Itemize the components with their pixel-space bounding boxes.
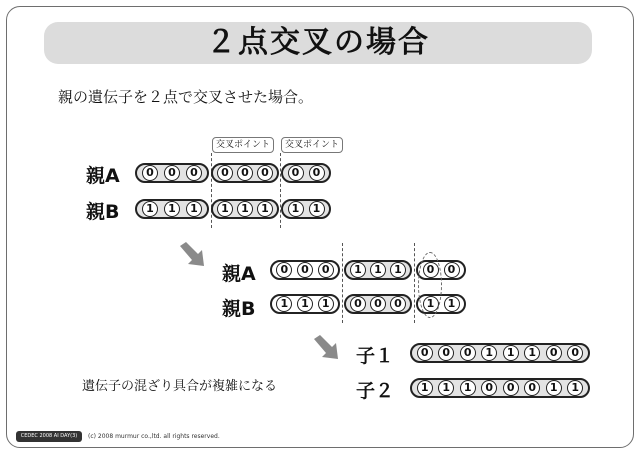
gene-bit: 1 — [318, 296, 334, 312]
gene-bit: 1 — [164, 201, 180, 217]
gene-bit: 0 — [288, 165, 304, 181]
gene-bit: 1 — [186, 201, 202, 217]
gene-bit: 1 — [142, 201, 158, 217]
gene-segment — [211, 199, 279, 219]
crossover-line — [414, 243, 415, 323]
gene-bit: 0 — [503, 380, 519, 396]
gene-bit: 1 — [276, 296, 292, 312]
crossover-point-label-2: 交叉ポイント — [281, 137, 343, 153]
gene-bit: 1 — [460, 380, 476, 396]
gene-bit: 1 — [237, 201, 253, 217]
gene-segment — [344, 260, 412, 280]
gene-bit: 0 — [237, 165, 253, 181]
gene-bit: 0 — [309, 165, 325, 181]
crossover-line — [342, 243, 343, 323]
gene-bit: 1 — [390, 262, 406, 278]
gene-bit: 0 — [370, 296, 386, 312]
gene-bit: 1 — [350, 262, 366, 278]
gene-bit: 0 — [438, 345, 454, 361]
parent-a-label: 親A — [86, 165, 120, 187]
gene-bit: 1 — [417, 380, 433, 396]
highlight-oval — [418, 252, 442, 318]
gene-bit: 0 — [423, 262, 439, 278]
slide-subtitle: 親の遺伝子を２点で交叉させた場合。 — [58, 88, 314, 106]
gene-bit: 1 — [481, 345, 497, 361]
gene-bit: 0 — [390, 296, 406, 312]
gene-bit: 0 — [350, 296, 366, 312]
gene-bit: 0 — [524, 380, 540, 396]
event-badge: CEDEC 2008 AI DAY(3) — [16, 431, 82, 442]
parent-b-label: 親B — [222, 298, 256, 320]
slide-title: ２点交叉の場合 — [206, 25, 430, 60]
gene-bit: 1 — [438, 380, 454, 396]
down-right-arrow-icon — [178, 242, 208, 268]
parent-b-label: 親B — [86, 201, 120, 223]
gene-bit: 1 — [257, 201, 273, 217]
gene-bit: 0 — [318, 262, 334, 278]
gene-bit: 0 — [417, 345, 433, 361]
gene-bit: 0 — [546, 345, 562, 361]
gene-segment — [344, 294, 412, 314]
gene-bit: 1 — [524, 345, 540, 361]
gene-bit: 0 — [186, 165, 202, 181]
gene-bit: 0 — [481, 380, 497, 396]
gene-segment — [135, 163, 209, 183]
gene-segment — [270, 294, 340, 314]
child-1-label: 子１ — [356, 345, 395, 367]
gene-bit: 0 — [142, 165, 158, 181]
gene-segment — [281, 199, 331, 219]
gene-segment — [135, 199, 209, 219]
gene-bit: 0 — [217, 165, 233, 181]
gene-bit: 1 — [217, 201, 233, 217]
gene-bit: 1 — [423, 296, 439, 312]
gene-bit: 1 — [444, 296, 460, 312]
child-2-label: 子２ — [356, 380, 395, 402]
gene-bit: 1 — [297, 296, 313, 312]
down-right-arrow-icon — [312, 335, 342, 361]
copyright-text: (c) 2008 murmur co.,ltd. all rights reserved. — [88, 433, 220, 440]
gene-bit: 0 — [164, 165, 180, 181]
gene-bit: 0 — [297, 262, 313, 278]
gene-bit: 1 — [288, 201, 304, 217]
explanation-note: 遺伝子の混ざり具合が複雑になる — [82, 379, 278, 394]
crossover-point-label-1: 交叉ポイント — [212, 137, 274, 153]
gene-segment — [270, 260, 340, 280]
gene-bit: 1 — [370, 262, 386, 278]
crossover-line — [211, 153, 212, 228]
gene-segment — [281, 163, 331, 183]
gene-bit: 1 — [546, 380, 562, 396]
crossover-line — [280, 153, 281, 228]
gene-bit: 1 — [309, 201, 325, 217]
gene-bit: 1 — [567, 380, 583, 396]
gene-bit: 1 — [503, 345, 519, 361]
gene-bit: 0 — [444, 262, 460, 278]
gene-segment — [211, 163, 279, 183]
gene-segment — [410, 343, 590, 363]
gene-segment — [410, 378, 590, 398]
gene-bit: 0 — [567, 345, 583, 361]
parent-a-label: 親A — [222, 263, 256, 285]
gene-bit: 0 — [460, 345, 476, 361]
gene-bit: 0 — [257, 165, 273, 181]
gene-bit: 0 — [276, 262, 292, 278]
